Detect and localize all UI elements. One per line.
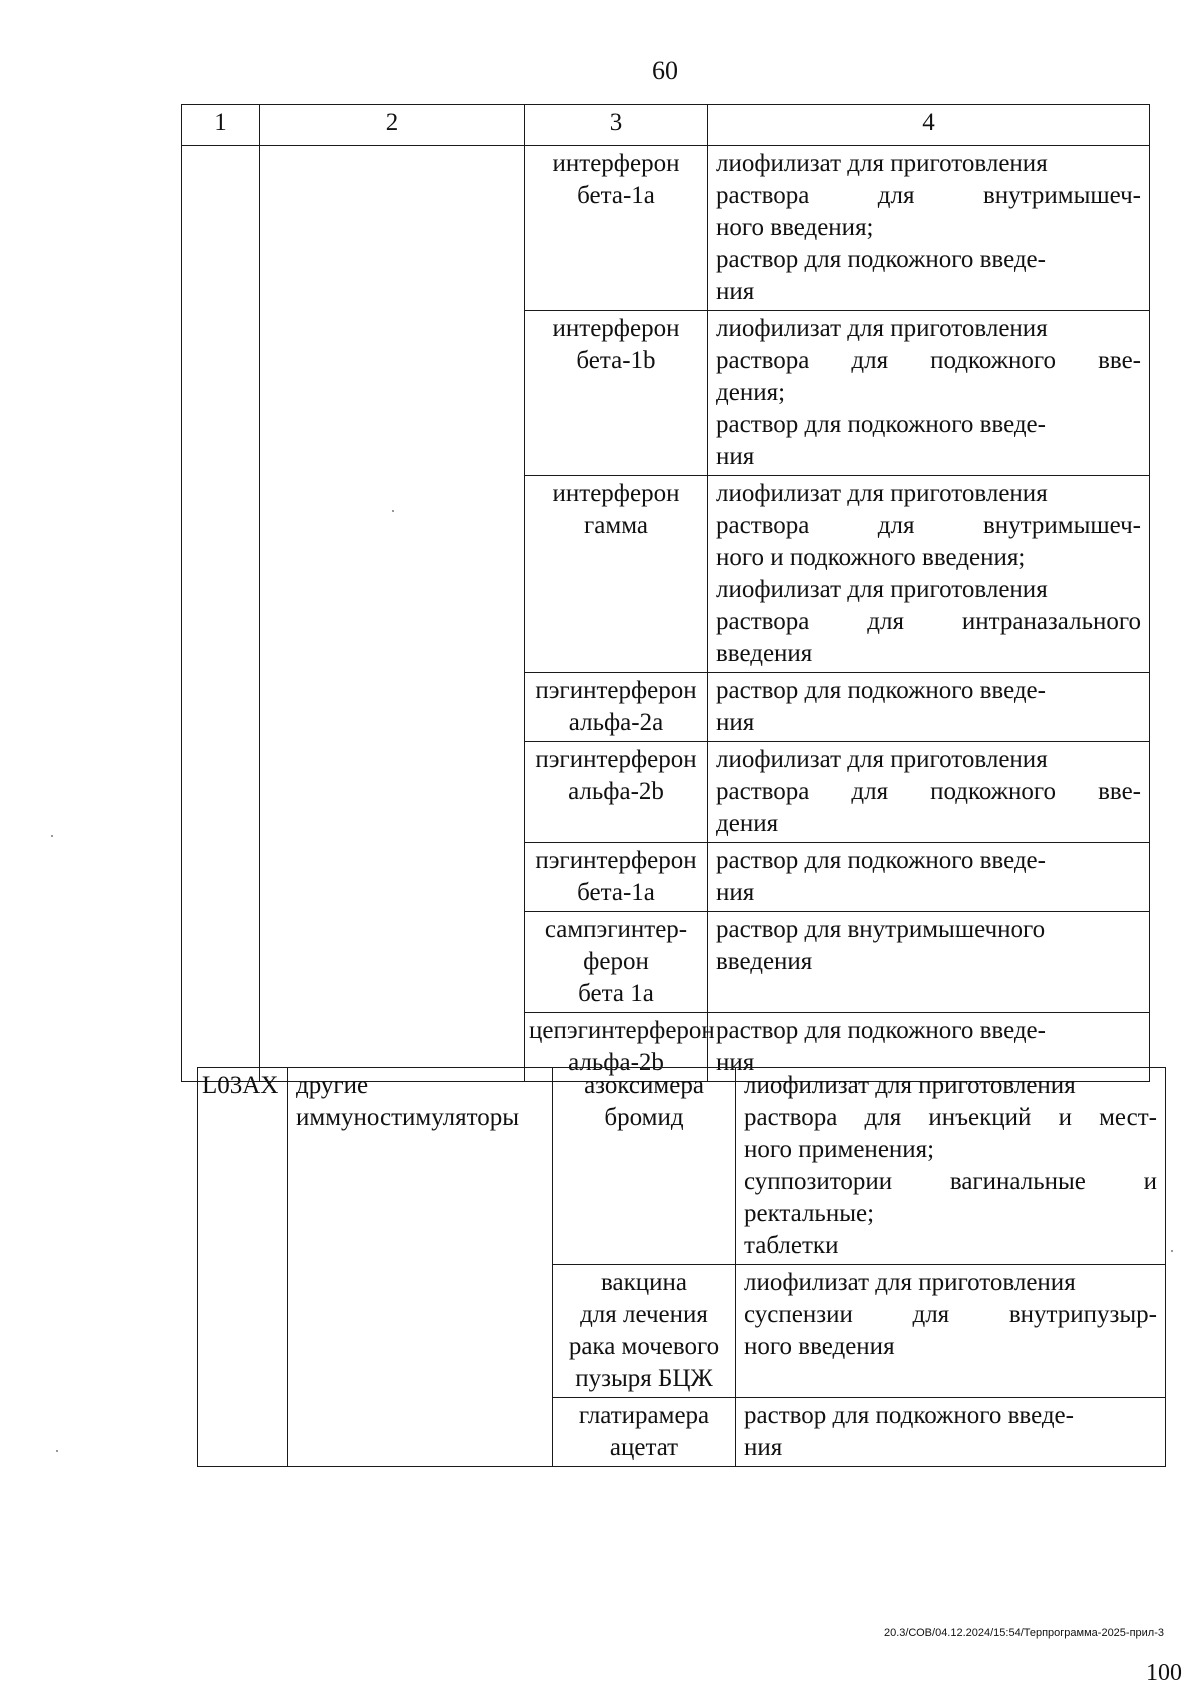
group-title-line: другие [296,1072,369,1099]
dosage-form-line: раствора для интраназального [716,608,1141,635]
dosage-form-line: ного применения; [744,1136,935,1163]
dosage-form-line: раствор для подкожного введе- [716,847,1046,874]
dosage-form-line: раствор для подкожного введе- [716,246,1046,273]
drug-name-line: бета-1a [577,182,655,209]
drug-name-line: альфа-2b [568,778,664,805]
scan-speck [51,835,53,837]
group-title-line: иммуностимуляторы [296,1104,520,1131]
dosage-form-line: лиофилизат для приготовления [716,480,1048,507]
dosage-form-line: ного введения; [716,214,874,241]
dosage-form-line: лиофилизат для приготовления [716,150,1048,177]
scan-speck [56,1450,58,1452]
dosage-form-line: ния [716,1049,755,1076]
medication-table-part-1 [181,104,1150,1082]
drug-name-cell [525,146,708,311]
dosage-form-cell [708,912,1150,1013]
dosage-form-line: раствор для внутримышечного [716,916,1046,943]
dosage-form-cell [736,1398,1166,1467]
dosage-form-line: раствора для инъекций и мест- [744,1104,1157,1131]
drug-name-cell [525,912,708,1013]
atc-group-cell [288,1068,553,1467]
drug-name-line: интерферон [552,315,680,342]
dosage-form-line: суспензии для внутрипузыр- [744,1301,1157,1328]
dosage-form-cell [736,1068,1166,1265]
dosage-form-line: таблетки [744,1232,839,1259]
dosage-form-line: лиофилизат для приготовления [716,315,1048,342]
drug-name-line: азоксимера [584,1072,704,1099]
drug-name-cell [553,1265,736,1398]
dosage-form-cell [708,311,1150,476]
atc-group-cell [260,146,525,1082]
dosage-form-line: раствора для внутримышеч- [716,512,1141,539]
drug-name-line: цепэгинтерферон [529,1017,715,1044]
dosage-form-line: раствора для внутримышеч- [716,182,1141,209]
dosage-form-line: ния [744,1434,783,1461]
drug-name-line: рака мочевого [568,1333,720,1360]
drug-name-line: пузыря БЦЖ [575,1365,713,1392]
document-reference-code: 20.3/СОВ/04.12.2024/15:54/Терпрограмма-2025-прил-3 [883,1627,1164,1639]
dosage-form-line: дения; [716,379,786,406]
dosage-form-line: лиофилизат для приготовления [744,1072,1076,1099]
drug-name-cell [525,742,708,843]
dosage-form-line: ного введения [744,1333,895,1360]
dosage-form-line: лиофилизат для приготовления [716,746,1048,773]
table-row [182,146,1150,311]
drug-name-line: вакцина [601,1269,687,1296]
medication-table-part-2 [197,1067,1166,1467]
dosage-form-line: лиофилизат для приготовления [744,1269,1076,1296]
header-col-3: 3 [525,105,708,146]
dosage-form-line: раствор для подкожного введе- [716,1017,1046,1044]
drug-name-line: бета-1b [576,347,656,374]
drug-name-line: гамма [584,512,648,539]
drug-name-line: сампэгинтер- [544,916,688,943]
dosage-form-cell [736,1265,1166,1398]
header-col-2: 2 [260,105,525,146]
dosage-form-cell [708,673,1150,742]
dosage-form-line: дения [716,810,779,837]
dosage-form-line: раствор для подкожного введе- [716,411,1046,438]
dosage-form-line: ректальные; [744,1200,875,1227]
drug-name-line: для лечения [580,1301,708,1328]
drug-name-line: ацетат [609,1434,679,1461]
dosage-form-line: суппозитории вагинальные и [744,1168,1157,1195]
drug-name-line: интерферон [552,150,680,177]
drug-name-cell [525,673,708,742]
drug-name-line: бета 1a [578,980,654,1007]
drug-name-line: ферон [583,948,649,975]
table-row [198,1068,1166,1265]
drug-name-line: бета-1a [577,879,655,906]
dosage-form-cell [708,742,1150,843]
drug-name-cell [553,1398,736,1467]
drug-name-line: альфа-2a [568,709,664,736]
header-col-1: 1 [182,105,260,146]
drug-name-line: интерферон [552,480,680,507]
dosage-form-line: введения [716,640,813,667]
dosage-form-line: раствора для подкожного вве- [716,347,1141,374]
dosage-form-line: ния [716,278,755,305]
drug-name-cell [525,476,708,673]
drug-name-line: пэгинтерферон [535,847,697,874]
dosage-form-cell [708,146,1150,311]
atc-code-cell: L03AX [198,1068,288,1467]
drug-name-cell [525,311,708,476]
dosage-form-line: введения [716,948,813,975]
table-header-row [182,105,1150,146]
drug-name-line: альфа-2b [568,1049,664,1076]
dosage-form-line: раствор для подкожного введе- [716,677,1046,704]
atc-code-cell [182,146,260,1082]
drug-name-cell [553,1068,736,1265]
drug-name-line: пэгинтерферон [535,746,697,773]
drug-name-cell [525,843,708,912]
dosage-form-cell [708,476,1150,673]
scan-speck [392,510,394,512]
drug-name-line: бромид [604,1104,684,1131]
dosage-form-line: раствора для подкожного вве- [716,778,1141,805]
dosage-form-line: ния [716,709,755,736]
header-col-4: 4 [708,105,1150,146]
dosage-form-line: ния [716,443,755,470]
dosage-form-line: ния [716,879,755,906]
page-number: 60 [652,56,678,85]
sheet-number: 100 [1146,1660,1182,1686]
dosage-form-line: лиофилизат для приготовления [716,576,1048,603]
drug-name-line: пэгинтерферон [535,677,697,704]
dosage-form-line: раствор для подкожного введе- [744,1402,1074,1429]
scan-speck [1171,1250,1173,1252]
dosage-form-cell [708,843,1150,912]
dosage-form-line: ного и подкожного введения; [716,544,1026,571]
drug-name-line: глатирамера [578,1402,710,1429]
